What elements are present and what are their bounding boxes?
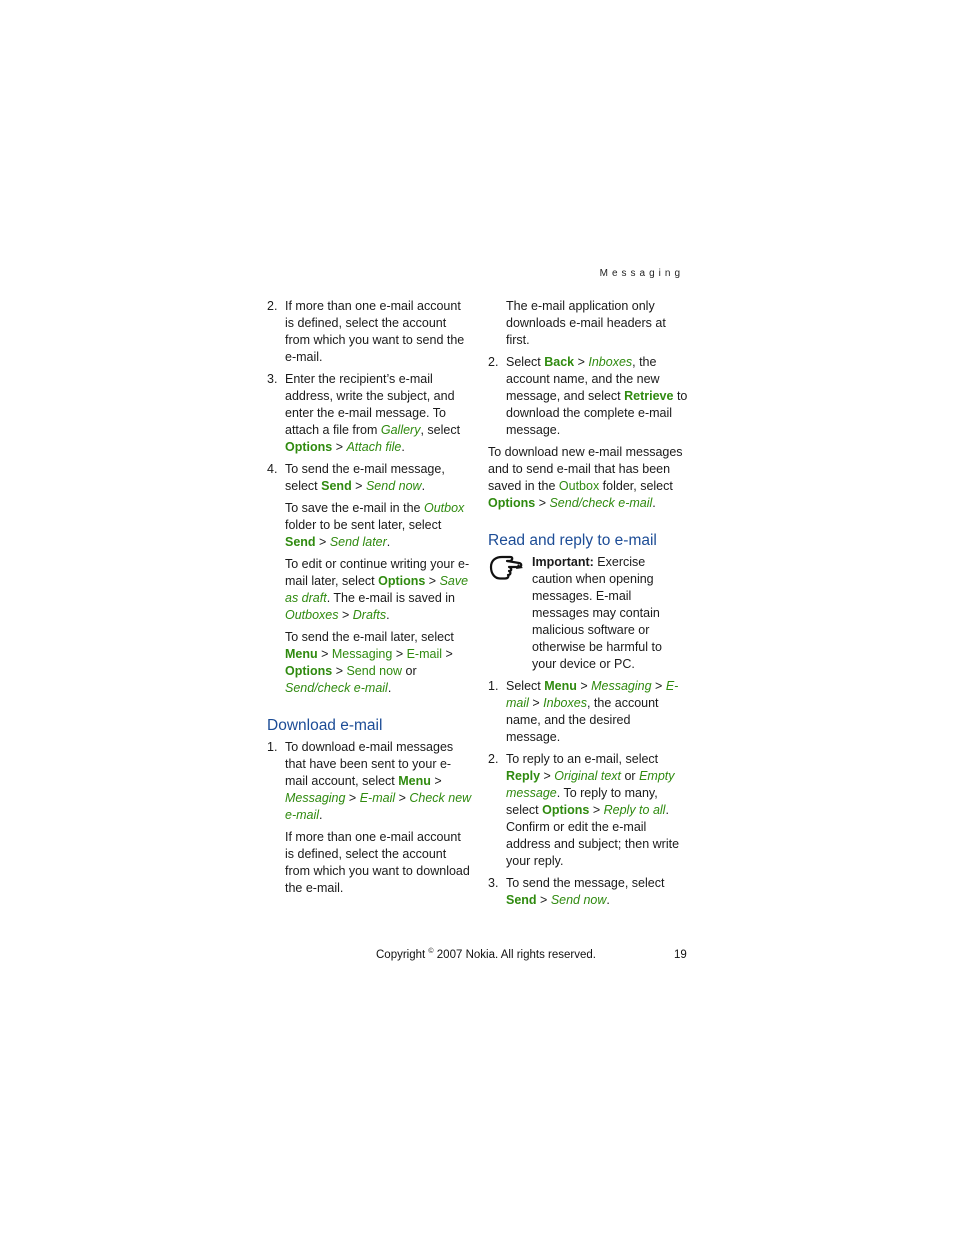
list-item: 2. Select Back > Inboxes, the account name, and the new message, and select Retrieve to download the complete e-mail message.: [488, 355, 688, 437]
options-keyword: Options: [488, 496, 536, 510]
reply-to-all-keyword: Reply to all: [603, 803, 666, 817]
send-keyword: Send: [506, 893, 537, 907]
email-keyword: E-mail: [359, 791, 396, 805]
right-column: [488, 298, 688, 914]
inboxes-keyword: Inboxes: [543, 696, 587, 710]
options-keyword: Options: [542, 803, 590, 817]
page-number: 19: [674, 949, 687, 961]
read-reply-heading: Read and reply to e-mail: [488, 532, 657, 549]
menu-keyword: Menu: [398, 774, 431, 788]
important-notice: Important: Exercise caution when opening messages. E-mail messages may contain malicious software or otherwise be harmful to your device or PC.: [488, 554, 688, 673]
inboxes-keyword: Inboxes: [588, 355, 633, 369]
send-keyword: Send: [321, 479, 352, 493]
menu-keyword: Menu: [285, 647, 318, 661]
list-item: 1. Select Menu > Messaging > E-mail > Inboxes, the account name, and the desired message.: [488, 679, 679, 744]
download-email-heading: Download e-mail: [267, 717, 383, 734]
send-keyword: Send: [285, 535, 316, 549]
list-item: 3. To send the message, select Send > Send now.: [488, 876, 665, 907]
email-keyword: E-mail: [406, 647, 443, 661]
outboxes-keyword: Outboxes: [285, 608, 339, 622]
drafts-keyword: Drafts: [352, 608, 387, 622]
gallery-link: Gallery: [380, 423, 421, 437]
messaging-keyword: Messaging: [285, 791, 346, 805]
messaging-keyword: Messaging: [591, 679, 652, 693]
attach-file-keyword: Attach file: [346, 440, 402, 454]
send-now-keyword: Send now: [550, 893, 607, 907]
send-now-keyword: Send now: [365, 479, 422, 493]
save-paragraph: To save the e-mail in the Outbox folder to be sent later, select Send > Send later.: [285, 501, 465, 549]
multi-account-paragraph: If more than one e-mail account is defined, select the account from which you want to download the e-mail.: [285, 830, 470, 895]
original-text-keyword: Original text: [554, 769, 621, 783]
options-keyword: Options: [285, 664, 333, 678]
important-label: Important:: [532, 555, 594, 569]
check-new-email-keyword: Check new e-mail: [285, 791, 472, 822]
list-item: 1. To download e-mail messages that have been sent to your e-mail account, select Menu > Messaging > E-mail > Check new e-mail.: [267, 740, 472, 822]
empty-message-keyword: Empty message: [506, 769, 675, 800]
download-new-paragraph: To download new e-mail messages and to send e-mail that has been saved in the Outbox folder, select Options > Send/check e-mail.: [488, 445, 683, 510]
list-item: 2. If more than one e-mail account is defined, select the account from which you want to send the e-mail.: [267, 299, 465, 364]
running-head: Messaging: [599, 268, 684, 279]
options-keyword: Options: [285, 440, 333, 454]
send-now-keyword: Send now: [346, 664, 403, 678]
headers-paragraph: The e-mail application only downloads e-mail headers at first.: [506, 299, 666, 347]
outbox-keyword: Outbox: [558, 479, 600, 493]
copyright-notice: Copyright © 2007 Nokia. All rights reserved.: [376, 948, 596, 961]
reply-keyword: Reply: [506, 769, 541, 783]
send-check-keyword: Send/check e-mail: [285, 681, 388, 695]
list-item: 4. To send the e-mail message, select Send > Send now.: [267, 462, 445, 493]
edit-paragraph: To edit or continue writing your e-mail later, select Options > Save as draft. The e-mail is saved in Outboxes > Drafts.: [285, 557, 470, 622]
send-later-paragraph: To send the e-mail later, select Menu > Messaging > E-mail > Options > Send now or Send/check e-mail.: [285, 630, 454, 695]
save-as-draft-keyword: Save as draft: [285, 574, 469, 605]
hand-pointing-icon: [488, 554, 524, 580]
retrieve-keyword: Retrieve: [624, 389, 674, 403]
send-later-keyword: Send later: [329, 535, 387, 549]
back-keyword: Back: [544, 355, 575, 369]
menu-keyword: Menu: [544, 679, 577, 693]
list-item: 2. To reply to an e-mail, select Reply > Original text or Empty message. To reply to many, select Options > Reply to all. Confirm or edit the e-mail address and subject; then write your reply.: [488, 752, 680, 868]
send-check-keyword: Send/check e-mail: [549, 496, 653, 510]
left-column: [267, 298, 472, 902]
email-keyword: E-mail: [506, 679, 679, 710]
outbox-keyword: Outbox: [423, 501, 465, 515]
messaging-keyword: Messaging: [331, 647, 393, 661]
list-item: 3. Enter the recipient’s e-mail address, write the subject, and enter the e-mail message. To attach a file from Gallery, select Options > Attach file.: [267, 372, 461, 454]
options-keyword: Options: [378, 574, 426, 588]
copyright-symbol: ©: [428, 948, 434, 956]
